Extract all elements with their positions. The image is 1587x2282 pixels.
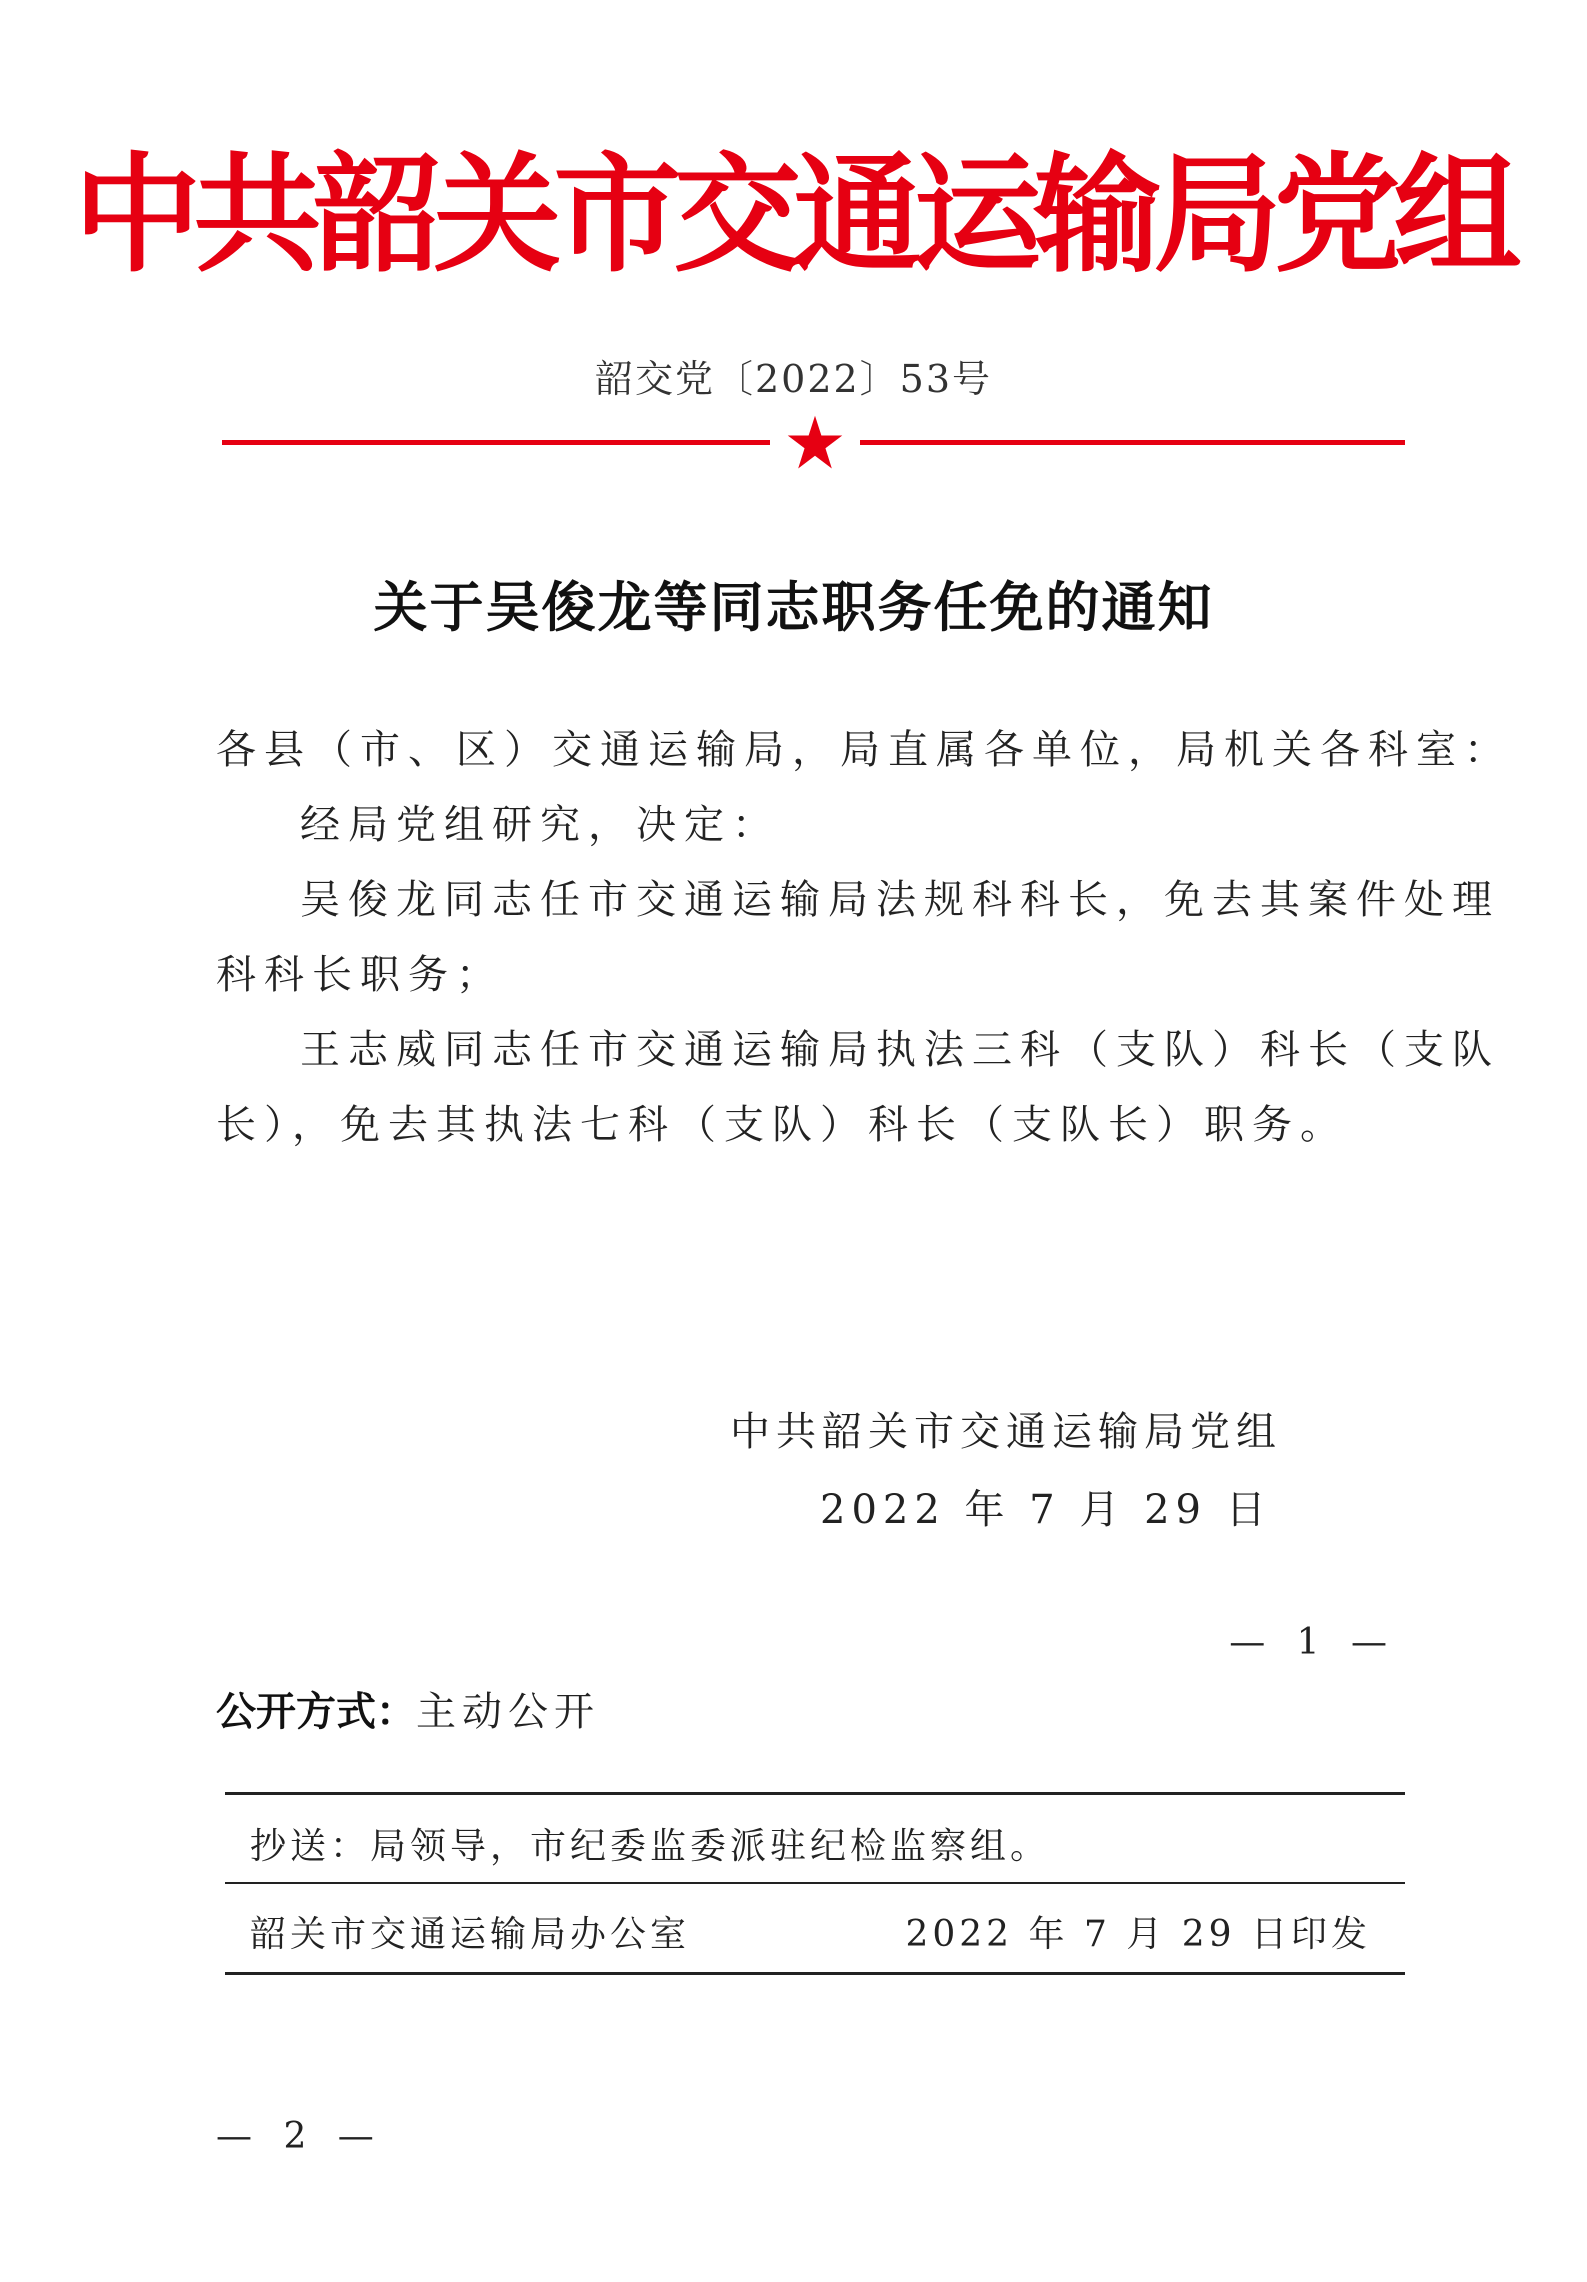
- star-icon: [786, 414, 844, 472]
- header-org-title: 中共韶关市交通运输局党组: [73, 140, 1514, 290]
- body-paragraph-3-line-2: 长），免去其执法七科（支队）科长（支队长）职务。: [216, 1102, 1348, 1148]
- footer-rule-middle: [225, 1882, 1405, 1884]
- issue-date: 2022 年 7 月 29 日印发: [905, 1914, 1371, 1955]
- notice-title: 关于吴俊龙等同志职务任免的通知: [373, 575, 1214, 639]
- cc-line: 抄送：局领导，市纪委监委派驻纪检监察组。: [250, 1826, 1051, 1867]
- doc-number: 韶交党〔2022〕53号: [594, 357, 993, 401]
- red-rule-left: [222, 440, 770, 445]
- red-rule-right: [860, 440, 1405, 445]
- page-number-1: — 1 —: [1229, 1622, 1397, 1663]
- body-paragraph-2-line-2: 科科长职务；: [216, 952, 504, 998]
- page-number-2: — 2 —: [216, 2116, 384, 2157]
- body-paragraph-2-line-1: 吴俊龙同志任市交通运输局法规科科长，免去其案件处理: [300, 877, 1500, 923]
- publication-value: 主动公开: [416, 1689, 600, 1735]
- issuer: 韶关市交通运输局办公室: [250, 1914, 691, 1955]
- addressee: 各县（市、区）交通运输局，局直属各单位，局机关各科室：: [216, 727, 1512, 773]
- signature-date: 2022 年 7 月 29 日: [820, 1487, 1272, 1533]
- signature-org: 中共韶关市交通运输局党组: [730, 1409, 1282, 1455]
- publication-mode: [216, 1680, 600, 1737]
- footer-rule-bottom: [225, 1972, 1405, 1975]
- body-paragraph-1: 经局党组研究，决定：: [300, 802, 780, 848]
- body-paragraph-3-line-1: 王志威同志任市交通运输局执法三科（支队）科长（支队: [300, 1027, 1500, 1073]
- publication-label: 公开方式：: [216, 1689, 416, 1735]
- footer-rule-top: [225, 1792, 1405, 1795]
